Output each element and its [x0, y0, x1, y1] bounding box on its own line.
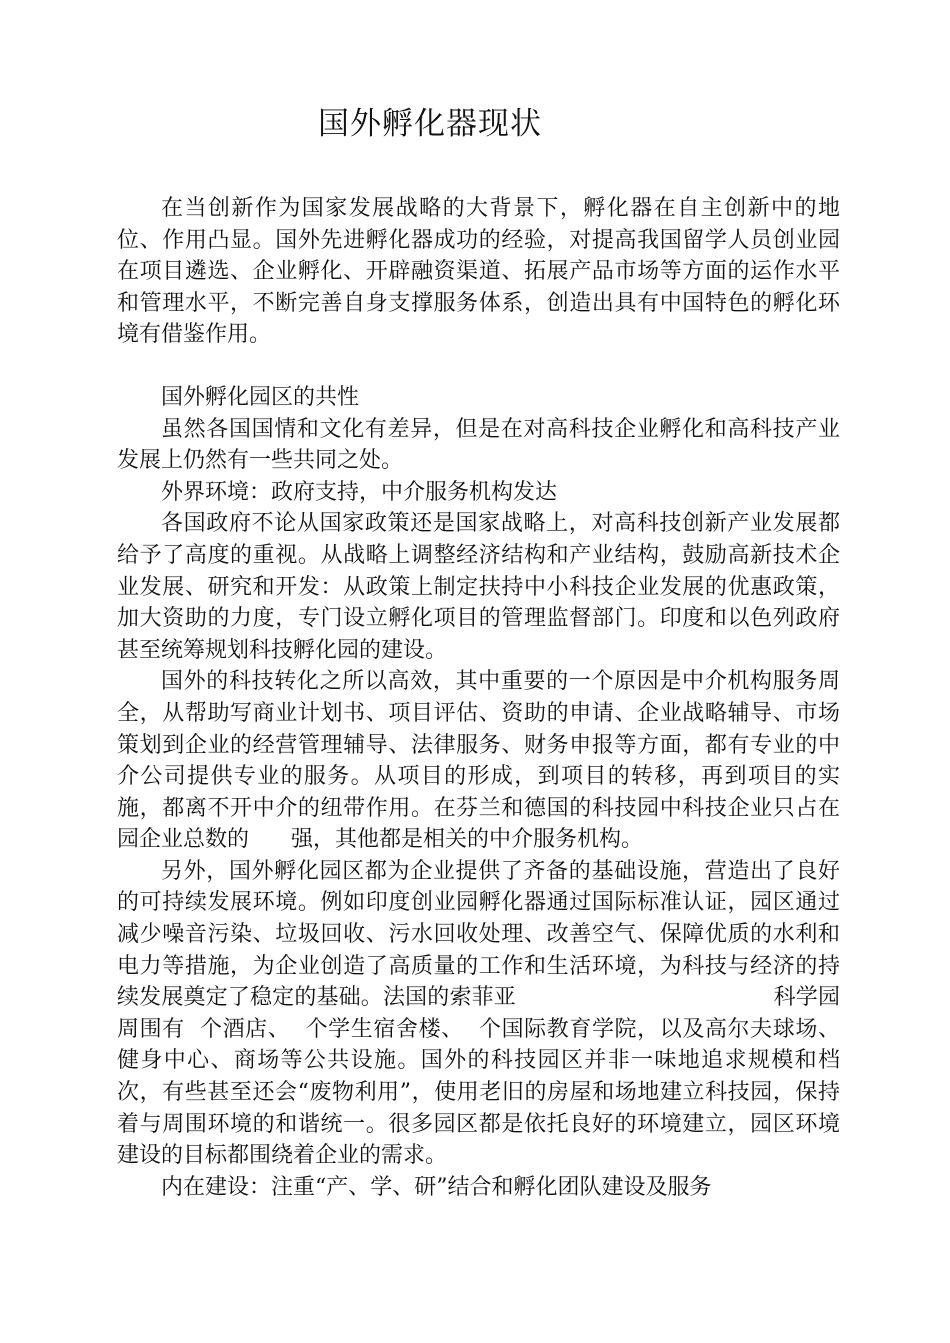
section-heading: 国外孵化园区的共性 [161, 384, 360, 410]
facilities-paragraph [117, 856, 840, 1172]
missing-number-gap [464, 1017, 479, 1042]
document-body [117, 193, 840, 1203]
facilities-text-part-3: 个酒店、 [199, 1016, 291, 1042]
internal-construction-heading: 内在建设：注重“产、学、研”结合和孵化团队建设及服务 [161, 1174, 712, 1200]
facilities-text-part-2: 科学园周围有 [117, 985, 840, 1042]
intermediary-text-part-2: 强，其他都是相关的中介服务机构。 [290, 827, 643, 853]
facilities-text-part-4: 个学生宿舍楼、 [305, 1016, 464, 1042]
document-title: 国外孵化器现状 [318, 106, 542, 142]
intermediary-services-paragraph [117, 666, 840, 856]
facilities-text-part-5: 个国际教育学院，以及高尔夫球场、健身中心、商场等公共设施。国外的科技园区并非一味地追求规模和档次，有些甚至还会“废物利用”，使用老旧的房屋和场地建立科技园，保持着与周围环境的和谐统一。很多园区都是依托良好的环境建立，园区环境建设的目标都围绕着企业的需求。 [117, 1016, 840, 1169]
intermediary-text-part-1: 国外的科技转化之所以高效，其中重要的一个原因是中介机构服务周全，从帮助写商业计划书、项目评估、资助的申请、企业战略辅导、市场策划到企业的经营管理辅导、法律服务、财务申报等方面，都有专业的中介公司提供专业的服务。从项目的形成，到项目的转移，再到项目的实施，都离不开中介的纽带作用。在芬兰和德国的科技园中科技企业只占在园企业总数的 [117, 669, 840, 853]
external-environment-heading: 外界环境：政府支持，中介服务机构发达 [161, 479, 558, 505]
government-support-paragraph: 各国政府不论从国家政策还是国家战略上，对高科技创新产业发展都给予了高度的重视。从战略上调整经济结构和产业结构，鼓励高新技术企业发展、研究和开发：从政策上制定扶持中小科技企业发展的优惠政策，加大资助的力度，专门设立孵化项目的管理监督部门。印度和以色列政府甚至统筹规划科技孵化园的建设。 [117, 511, 840, 663]
missing-name-gap [516, 985, 774, 1010]
missing-number-gap [249, 827, 291, 852]
facilities-text-part-1: 另外，国外孵化园区都为企业提供了齐备的基础设施，营造出了良好的可持续发展环境。例如印度创业园孵化器通过国际标准认证，园区通过减少噪音污染、垃圾回收、污水回收处理、改善空气、保障优质的水利和电力等措施，为企业创造了高质量的工作和生活环境，为科技与经济的持续发展奠定了稳定的基础。法国的索菲亚 [117, 858, 840, 1011]
missing-number-gap [185, 1017, 200, 1042]
intro-paragraph: 在当创新作为国家发展战略的大背景下，孵化器在自主创新中的地位、作用凸显。国外先进孵化器成功的经验，对提高我国留学人员创业园在项目遴选、企业孵化、开辟融资渠道、拓展产品市场等方面的运作水平和管理水平，不断完善自身支撑服务体系，创造出具有中国特色的孵化环境有借鉴作用。 [117, 196, 840, 348]
missing-number-gap [290, 1017, 305, 1042]
section-intro-paragraph: 虽然各国国情和文化有差异，但是在对高科技企业孵化和高科技产业发展上仍然有一些共同之处。 [117, 416, 840, 474]
